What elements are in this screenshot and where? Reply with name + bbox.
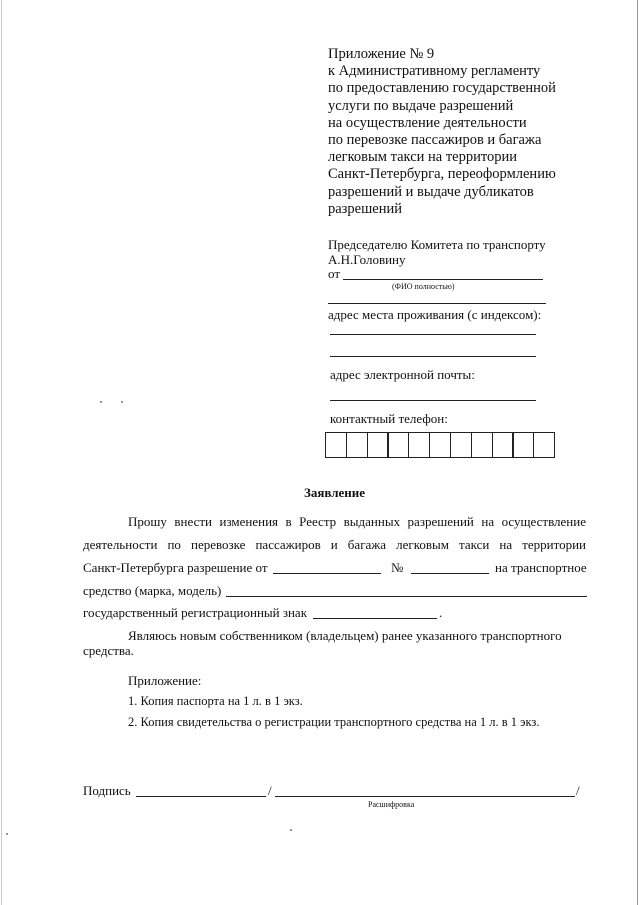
phone-digit-box[interactable] (325, 432, 347, 458)
permit-number-field[interactable] (411, 573, 489, 574)
statement-p1-line5-end: . (439, 605, 443, 620)
email-field[interactable] (330, 400, 536, 401)
scan-speck (6, 833, 8, 835)
appendix-line: по предоставлению государственной (328, 80, 556, 97)
statement-p2-line1: Являюсь новым собственником (владельцем) ранее указанного транспортного (128, 628, 562, 643)
vehicle-model-field[interactable] (226, 596, 587, 597)
statement-p1-line2: деятельности по перевозке пассажиров и багажа легковым такси на территории (83, 537, 586, 552)
phone-input-boxes[interactable] (325, 432, 554, 458)
fio-hint: (ФИО полностью) (392, 282, 455, 291)
appendix-line: легковым такси на территории (328, 149, 518, 166)
scan-speck (290, 829, 292, 831)
signature-slash-2: / (576, 783, 580, 798)
phone-label: контактный телефон: (330, 411, 448, 426)
statement-p1-line3-b: № (391, 560, 404, 575)
address-field-line-1[interactable] (330, 334, 536, 335)
signature-slash-1: / (268, 783, 272, 798)
appendix-line: Приложение № 9 (328, 46, 435, 62)
phone-digit-box[interactable] (346, 432, 368, 458)
registration-plate-field[interactable] (313, 618, 437, 619)
phone-digit-box[interactable] (367, 432, 389, 458)
appendix-line: разрешений и выдаче дубликатов (328, 183, 534, 200)
scan-speck (121, 401, 123, 403)
appendix-line: к Административному регламенту (328, 63, 541, 80)
signature-label: Подпись (83, 783, 131, 798)
statement-title: Заявление (304, 485, 366, 500)
statement-p2-line2: средства. (83, 643, 134, 658)
fio-field[interactable] (343, 279, 543, 280)
attachment-item-2: 2. Копия свидетельства о регистрации транспортного средства на 1 л. в 1 экз. (128, 715, 540, 729)
fio-field-line-2[interactable] (328, 303, 546, 304)
addressee-line-1: Председателю Комитета по транспорту (328, 237, 546, 252)
phone-digit-box[interactable] (492, 432, 514, 458)
statement-p1-line3-a: Санкт-Петербурга разрешение от (83, 560, 268, 575)
signature-decoding-field[interactable] (275, 796, 575, 797)
statement-p1-line5: государственный регистрационный знак (83, 605, 308, 620)
appendix-line: на осуществление деятельности (328, 114, 527, 131)
phone-digit-box[interactable] (387, 432, 409, 458)
scan-edge-left (1, 0, 2, 905)
statement-p1-line3-c: на транспортное (495, 560, 587, 575)
appendix-line: Санкт-Петербурга, переоформлению (328, 166, 556, 183)
phone-digit-box[interactable] (450, 432, 472, 458)
address-label: адрес места проживания (с индексом): (328, 307, 542, 322)
statement-p1-line4: средство (марка, модель) (83, 583, 222, 598)
appendix-line: услуги по выдаче разрешений (328, 97, 514, 114)
attachment-item-1: 1. Копия паспорта на 1 л. в 1 экз. (128, 694, 303, 708)
address-field-line-2[interactable] (330, 356, 536, 357)
attachments-label: Приложение: (128, 673, 202, 688)
appendix-header (328, 46, 556, 218)
appendix-line: разрешений (328, 200, 402, 217)
phone-digit-box[interactable] (533, 432, 555, 458)
decoding-hint: Расшифровка (368, 800, 415, 809)
phone-digit-box[interactable] (408, 432, 430, 458)
scan-speck (100, 401, 102, 403)
addressee-line-2: А.Н.Головину (328, 252, 406, 267)
phone-digit-box[interactable] (512, 432, 534, 458)
phone-digit-box[interactable] (471, 432, 493, 458)
scan-edge-right (637, 0, 638, 905)
permit-date-field[interactable] (273, 573, 381, 574)
phone-digit-box[interactable] (429, 432, 451, 458)
statement-p1-line1: Прошу внести изменения в Реестр выданных разрешений на осуществление (128, 514, 586, 529)
email-label: адрес электронной почты: (330, 367, 475, 382)
appendix-line: по перевозке пассажиров и багажа (328, 132, 542, 149)
from-label: от (328, 266, 341, 281)
signature-field[interactable] (136, 796, 266, 797)
